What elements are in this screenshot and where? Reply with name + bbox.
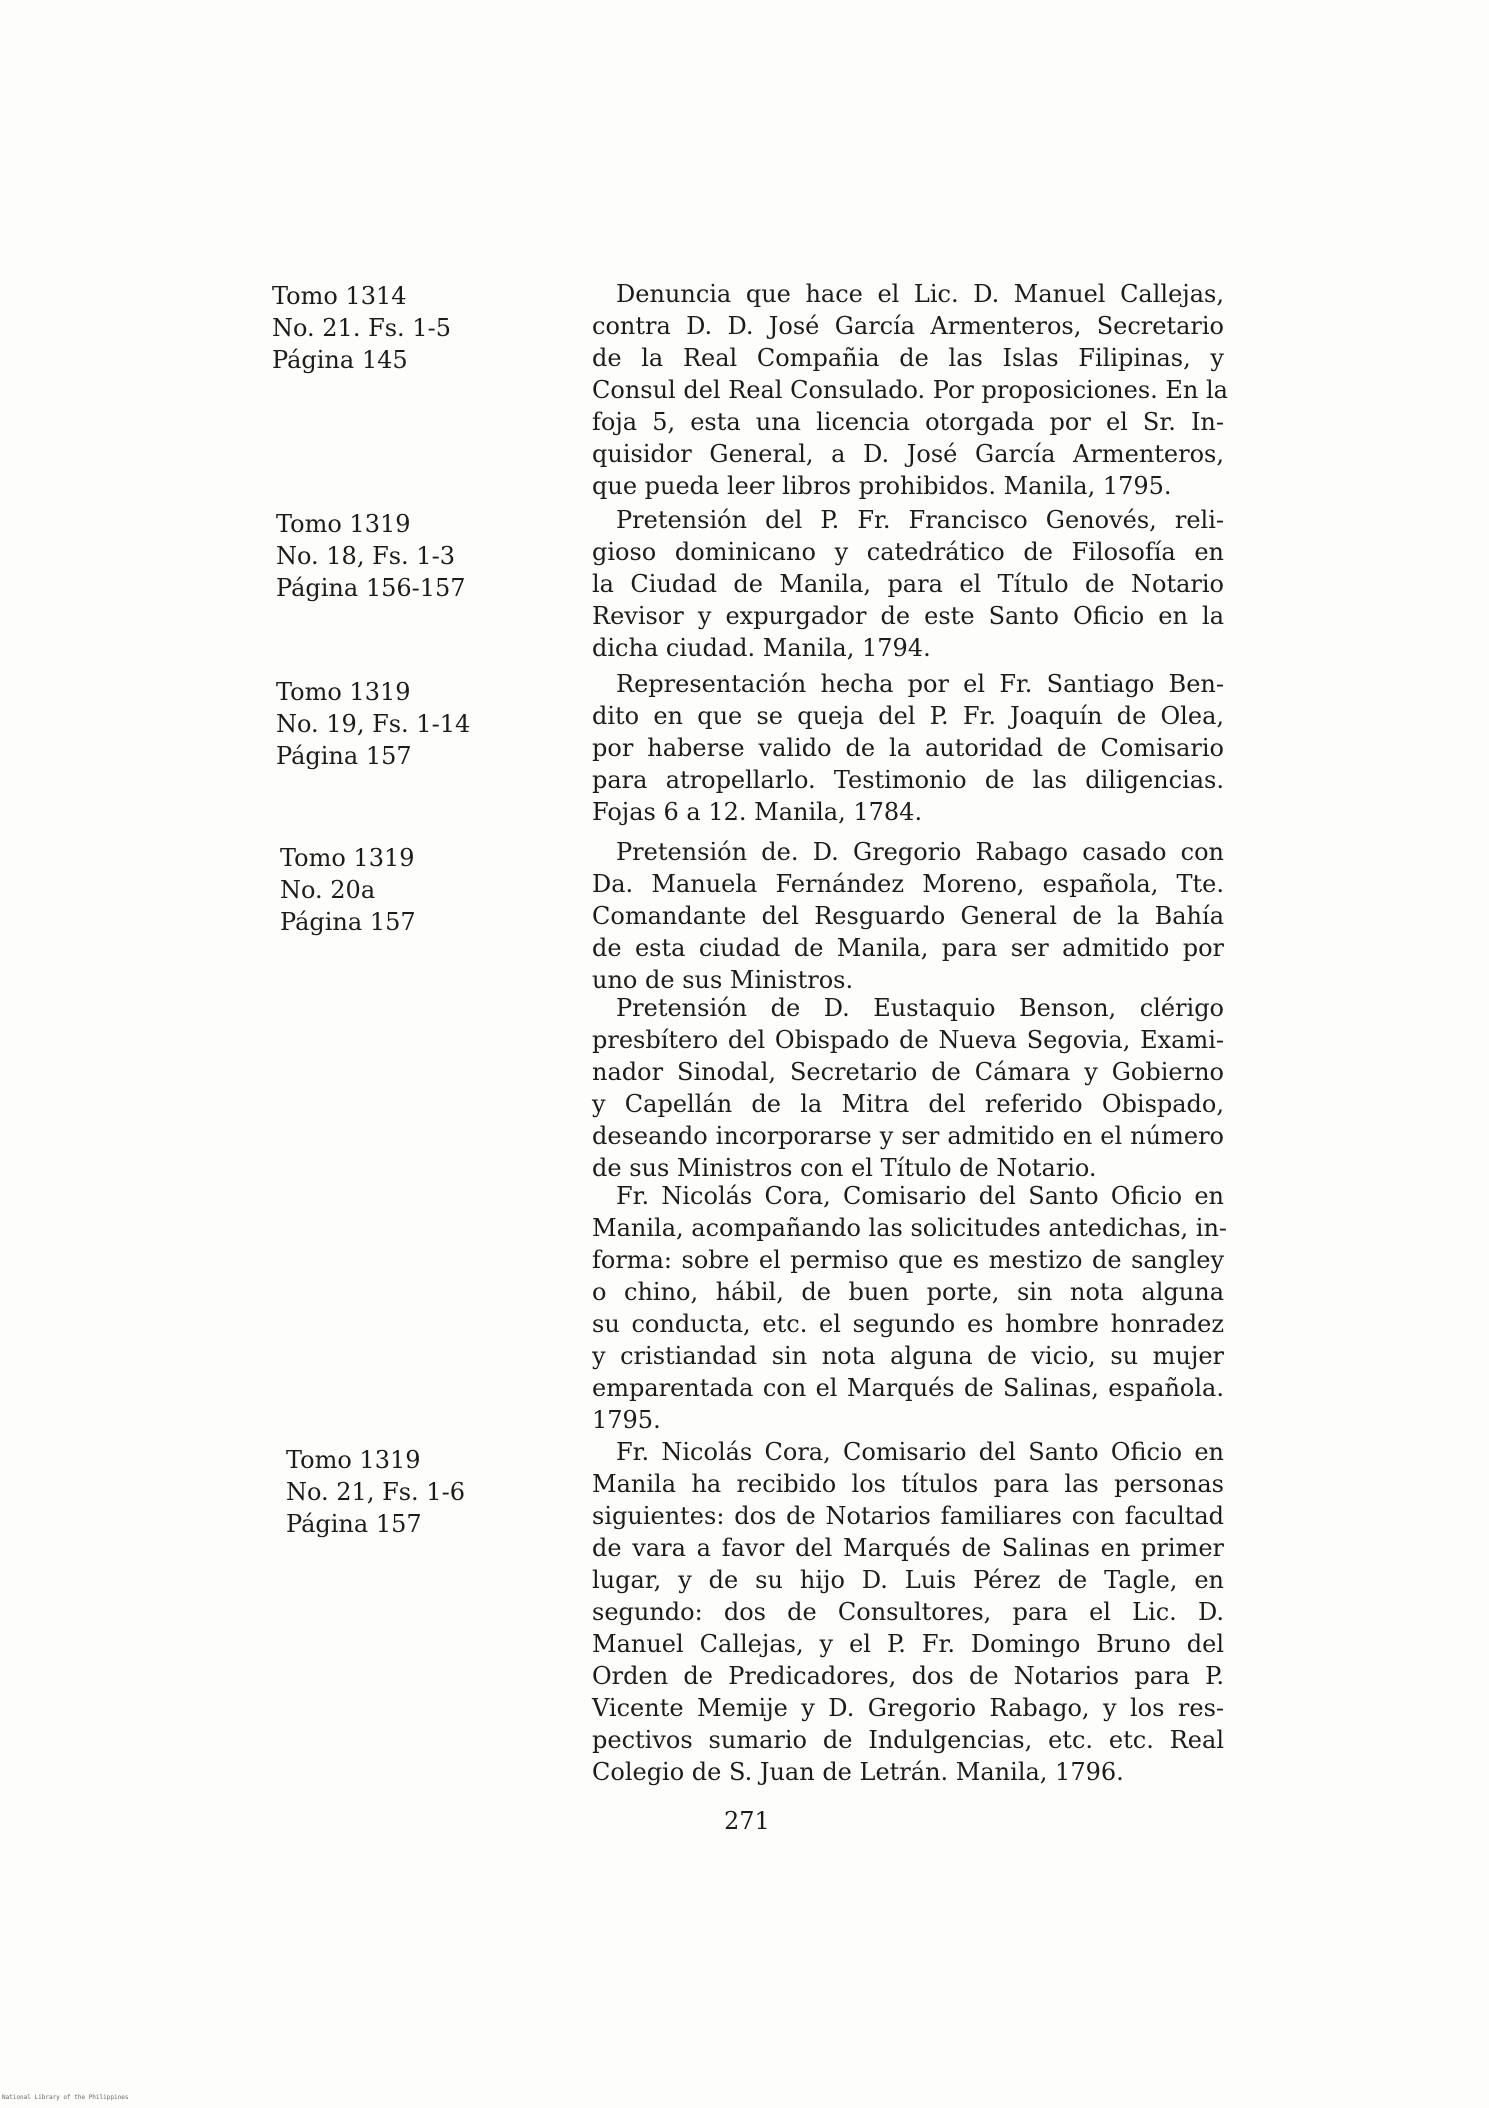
entry-paragraph bbox=[592, 992, 1224, 1184]
reference-number: No. 20a bbox=[280, 876, 376, 904]
reference-volume: Tomo 1314 bbox=[272, 282, 407, 310]
entry-line: Orden de Predicadores, dos de Notarios para P. bbox=[592, 1662, 1224, 1690]
reference-block bbox=[276, 508, 516, 604]
entry-line: Colegio de S. Juan de Letrán. Manila, 1796. bbox=[592, 1758, 1124, 1786]
entry-line: dicha ciudad. Manila, 1794. bbox=[592, 634, 931, 662]
reference-volume: Tomo 1319 bbox=[280, 844, 415, 872]
entry-line: Revisor y expurgador de este Santo Oficio en la bbox=[592, 602, 1224, 630]
entry-line: que pueda leer libros prohibidos. Manila, 1795. bbox=[592, 472, 1172, 500]
reference-block bbox=[280, 842, 520, 938]
reference-block bbox=[286, 1444, 526, 1540]
reference-block bbox=[272, 280, 512, 376]
reference-number: No. 18, Fs. 1-3 bbox=[276, 542, 455, 570]
entry-line: Fr. Nicolás Cora, Comisario del Santo Oficio en bbox=[616, 1182, 1224, 1210]
reference-page: Página 157 bbox=[276, 742, 412, 770]
reference-page: Página 156-157 bbox=[276, 574, 466, 602]
entry-line: presbítero del Obispado de Nueva Segovia, Exami- bbox=[592, 1026, 1224, 1054]
entry-line: contra D. D. José García Armenteros, Secretario bbox=[592, 312, 1224, 340]
entry-line: segundo: dos de Consultores, para el Lic. D. bbox=[592, 1598, 1224, 1626]
reference-number: No. 21, Fs. 1-6 bbox=[286, 1478, 465, 1506]
entry-line: para atropellarlo. Testimonio de las diligencias. bbox=[592, 766, 1224, 794]
entry-line: foja 5, esta una licencia otorgada por el Sr. In- bbox=[592, 408, 1224, 436]
reference-page: Página 157 bbox=[280, 908, 416, 936]
entry-line: Vicente Memije y D. Gregorio Rabago, y los res- bbox=[592, 1694, 1224, 1722]
entry-line: pectivos sumario de Indulgencias, etc. etc. Real bbox=[592, 1726, 1224, 1754]
reference-volume: Tomo 1319 bbox=[276, 678, 411, 706]
reference-volume: Tomo 1319 bbox=[276, 510, 411, 538]
entry-line: Manila ha recibido los títulos para las personas bbox=[592, 1470, 1224, 1498]
entry-line: de esta ciudad de Manila, para ser admitido por bbox=[592, 934, 1224, 962]
entry-paragraph bbox=[592, 836, 1224, 996]
entry-line: Da. Manuela Fernández Moreno, española, Tte. bbox=[592, 870, 1224, 898]
entry-line: Fr. Nicolás Cora, Comisario del Santo Oficio en bbox=[616, 1438, 1224, 1466]
entry-paragraph bbox=[592, 278, 1228, 502]
entry-line: nador Sinodal, Secretario de Cámara y Gobierno bbox=[592, 1058, 1224, 1086]
reference-number: No. 19, Fs. 1-14 bbox=[276, 710, 471, 738]
entry-line: Representación hecha por el Fr. Santiago Ben- bbox=[616, 670, 1224, 698]
entry-line: lugar, y de su hijo D. Luis Pérez de Tagle, en bbox=[592, 1566, 1224, 1594]
entry-line: Manuel Callejas, y el P. Fr. Domingo Bruno del bbox=[592, 1630, 1224, 1658]
entry-line: emparentada con el Marqués de Salinas, española. bbox=[592, 1374, 1224, 1402]
entry-line: o chino, hábil, de buen porte, sin nota alguna bbox=[592, 1278, 1224, 1306]
entry-line: de vara a favor del Marqués de Salinas en primer bbox=[592, 1534, 1224, 1562]
reference-block bbox=[276, 676, 516, 772]
entry-line: Pretensión del P. Fr. Francisco Genovés, reli- bbox=[616, 506, 1224, 534]
entry-line: forma: sobre el permiso que es mestizo de sangley bbox=[592, 1246, 1224, 1274]
reference-volume: Tomo 1319 bbox=[286, 1446, 421, 1474]
entry-line: deseando incorporarse y ser admitido en el número bbox=[592, 1122, 1224, 1150]
entry-line: Consul del Real Consulado. Por proposiciones. En la bbox=[592, 376, 1228, 404]
entry-line: de la Real Compañia de las Islas Filipinas, y bbox=[592, 344, 1224, 372]
entry-line: la Ciudad de Manila, para el Título de Notario bbox=[592, 570, 1224, 598]
entry-line: dito en que se queja del P. Fr. Joaquín de Olea, bbox=[592, 702, 1224, 730]
entry-line: Manila, acompañando las solicitudes antedichas, in- bbox=[592, 1214, 1228, 1242]
entry-paragraph bbox=[592, 1180, 1228, 1436]
reference-page: Página 157 bbox=[286, 1510, 422, 1538]
entry-line: gioso dominicano y catedrático de Filosofía en bbox=[592, 538, 1224, 566]
page-number: 271 bbox=[724, 1807, 770, 1835]
entry-line: y cristiandad sin nota alguna de vicio, su mujer bbox=[592, 1342, 1224, 1370]
entry-line: Comandante del Resguardo General de la Bahía bbox=[592, 902, 1224, 930]
entry-line: Pretensión de D. Eustaquio Benson, clérigo bbox=[616, 994, 1224, 1022]
entry-line: por haberse valido de la autoridad de Comisario bbox=[592, 734, 1224, 762]
scan-footer: National Library of the Philippines bbox=[2, 2094, 129, 2101]
entry-line: de sus Ministros con el Título de Notario. bbox=[592, 1154, 1097, 1182]
entry-line: Pretensión de. D. Gregorio Rabago casado con bbox=[616, 838, 1224, 866]
entry-line: y Capellán de la Mitra del referido Obispado, bbox=[592, 1090, 1224, 1118]
entry-line: siguientes: dos de Notarios familiares con facultad bbox=[592, 1502, 1224, 1530]
entry-line: 1795. bbox=[592, 1406, 661, 1434]
entry-paragraph bbox=[592, 1436, 1224, 1788]
entry-line: quisidor General, a D. José García Armenteros, bbox=[592, 440, 1224, 468]
entry-line: Fojas 6 a 12. Manila, 1784. bbox=[592, 798, 923, 826]
reference-page: Página 145 bbox=[272, 346, 408, 374]
entry-line: uno de sus Ministros. bbox=[592, 966, 854, 994]
entry-line: Denuncia que hace el Lic. D. Manuel Callejas, bbox=[616, 280, 1224, 308]
reference-number: No. 21. Fs. 1-5 bbox=[272, 314, 451, 342]
entry-line: su conducta, etc. el segundo es hombre honradez bbox=[592, 1310, 1224, 1338]
entry-paragraph bbox=[592, 504, 1224, 664]
entry-paragraph bbox=[592, 668, 1224, 828]
